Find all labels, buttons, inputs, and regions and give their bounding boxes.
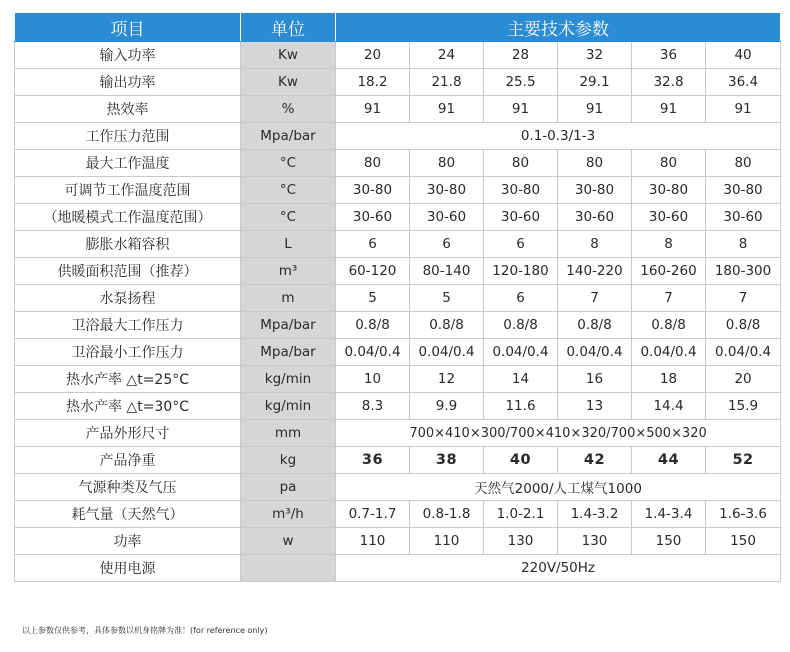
value-cell: 0.7-1.7 [336,501,410,528]
value-cell: 91 [558,96,632,123]
row-unit: Kw [241,69,336,96]
value-cell: 91 [632,96,706,123]
value-cell: 0.8/8 [336,312,410,339]
footnote: 以上参数仅供参考，具体参数以机身铭牌为准！(for reference only) [22,626,268,635]
row-unit: Mpa/bar [241,312,336,339]
value-cell: 150 [632,528,706,555]
table-row [15,393,781,420]
table-row [15,96,781,123]
value-cell: 8 [558,231,632,258]
row-label: 水泵扬程 [15,285,241,312]
value-cell: 0.04/0.4 [410,339,484,366]
value-cell: 30-60 [558,204,632,231]
row-label: 热水产率 △t=30°C [15,393,241,420]
row-label: 输出功率 [15,69,241,96]
table-row [15,123,781,150]
value-cell: 80 [484,150,558,177]
row-label: 卫浴最大工作压力 [15,312,241,339]
value-cell: 6 [484,285,558,312]
value-cell: 0.04/0.4 [706,339,781,366]
row-label: 使用电源 [15,555,241,582]
value-cell: 40 [706,42,781,69]
table-row [15,258,781,285]
value-cell: 140-220 [558,258,632,285]
row-label: 热效率 [15,96,241,123]
value-cell: 30-60 [484,204,558,231]
table-row [15,285,781,312]
row-unit: Mpa/bar [241,123,336,150]
table-row [15,204,781,231]
value-cell: 30-60 [706,204,781,231]
row-unit: mm [241,420,336,447]
row-label: 卫浴最小工作压力 [15,339,241,366]
value-cell: 80 [706,150,781,177]
value-cell: 60-120 [336,258,410,285]
value-cell: 1.4-3.4 [632,501,706,528]
row-unit: °C [241,150,336,177]
value-cell: 80 [336,150,410,177]
value-cell: 36 [336,447,410,474]
value-cell: 30-80 [484,177,558,204]
row-unit: kg/min [241,366,336,393]
value-cell: 110 [410,528,484,555]
value-cell: 36.4 [706,69,781,96]
value-cell: 30-80 [558,177,632,204]
value-cell: 160-260 [632,258,706,285]
value-cell: 6 [484,231,558,258]
table-row [15,366,781,393]
table-row [15,528,781,555]
header-item: 项目 [15,13,241,42]
value-cell: 80-140 [410,258,484,285]
row-label: 输入功率 [15,42,241,69]
value-cell: 12 [410,366,484,393]
table-row [15,42,781,69]
value-cell: 5 [336,285,410,312]
header-params: 主要技术参数 [336,13,781,42]
row-unit: °C [241,204,336,231]
value-cell: 21.8 [410,69,484,96]
value-cell: 13 [558,393,632,420]
value-cell: 150 [706,528,781,555]
value-cell: 80 [410,150,484,177]
value-cell: 0.04/0.4 [632,339,706,366]
value-cell: 120-180 [484,258,558,285]
row-unit: kg/min [241,393,336,420]
value-cell: 7 [632,285,706,312]
value-cell: 91 [706,96,781,123]
value-cell: 1.4-3.2 [558,501,632,528]
row-unit: L [241,231,336,258]
value-cell: 20 [706,366,781,393]
value-cell: 1.0-2.1 [484,501,558,528]
value-cell: 42 [558,447,632,474]
table-row [15,420,781,447]
value-cell: 52 [706,447,781,474]
value-cell: 10 [336,366,410,393]
value-cell: 30-80 [336,177,410,204]
table-header-row [15,13,781,42]
row-unit: Mpa/bar [241,339,336,366]
row-label: 功率 [15,528,241,555]
value-cell: 40 [484,447,558,474]
value-cell: 30-60 [632,204,706,231]
value-cell: 91 [410,96,484,123]
value-cell: 30-60 [336,204,410,231]
row-unit: % [241,96,336,123]
value-cell: 7 [706,285,781,312]
row-label: 最大工作温度 [15,150,241,177]
value-cell: 30-80 [410,177,484,204]
row-unit: m³/h [241,501,336,528]
table-row [15,69,781,96]
value-cell: 8 [632,231,706,258]
value-cell: 44 [632,447,706,474]
value-cell: 36 [632,42,706,69]
value-cell: 0.04/0.4 [558,339,632,366]
value-cell: 5 [410,285,484,312]
table-row [15,339,781,366]
row-unit [241,555,336,582]
row-unit: m [241,285,336,312]
merged-value-cell: 220V/50Hz [336,555,781,582]
row-label: 耗气量（天然气） [15,501,241,528]
merged-value-cell: 天然气2000/人工煤气1000 [336,474,781,501]
value-cell: 14 [484,366,558,393]
value-cell: 180-300 [706,258,781,285]
row-label: 工作压力范围 [15,123,241,150]
spec-table [14,12,781,582]
header-unit: 单位 [241,13,336,42]
value-cell: 0.8/8 [632,312,706,339]
row-label: 产品外形尺寸 [15,420,241,447]
value-cell: 0.04/0.4 [336,339,410,366]
value-cell: 32.8 [632,69,706,96]
row-unit: m³ [241,258,336,285]
value-cell: 9.9 [410,393,484,420]
value-cell: 28 [484,42,558,69]
table-row [15,501,781,528]
row-label: （地暖模式工作温度范围） [15,204,241,231]
table-row [15,312,781,339]
value-cell: 80 [632,150,706,177]
value-cell: 14.4 [632,393,706,420]
value-cell: 91 [336,96,410,123]
value-cell: 0.8/8 [410,312,484,339]
row-label: 供暖面积范围（推荐） [15,258,241,285]
value-cell: 8 [706,231,781,258]
merged-value-cell: 0.1-0.3/1-3 [336,123,781,150]
value-cell: 130 [484,528,558,555]
value-cell: 38 [410,447,484,474]
row-label: 产品净重 [15,447,241,474]
row-label: 气源种类及气压 [15,474,241,501]
value-cell: 0.8-1.8 [410,501,484,528]
value-cell: 0.04/0.4 [484,339,558,366]
table-row [15,177,781,204]
row-unit: Kw [241,42,336,69]
row-label: 膨胀水箱容积 [15,231,241,258]
value-cell: 91 [484,96,558,123]
value-cell: 18 [632,366,706,393]
table-row [15,150,781,177]
value-cell: 130 [558,528,632,555]
value-cell: 30-80 [632,177,706,204]
row-unit: pa [241,474,336,501]
row-unit: w [241,528,336,555]
value-cell: 30-80 [706,177,781,204]
table-row [15,231,781,258]
row-unit: kg [241,447,336,474]
value-cell: 18.2 [336,69,410,96]
value-cell: 20 [336,42,410,69]
value-cell: 30-60 [410,204,484,231]
table-row [15,447,781,474]
value-cell: 0.8/8 [558,312,632,339]
value-cell: 0.8/8 [484,312,558,339]
value-cell: 7 [558,285,632,312]
value-cell: 1.6-3.6 [706,501,781,528]
value-cell: 24 [410,42,484,69]
row-unit: °C [241,177,336,204]
table-row [15,474,781,501]
value-cell: 15.9 [706,393,781,420]
value-cell: 6 [336,231,410,258]
row-label: 热水产率 △t=25°C [15,366,241,393]
value-cell: 80 [558,150,632,177]
table-row [15,555,781,582]
value-cell: 6 [410,231,484,258]
value-cell: 11.6 [484,393,558,420]
value-cell: 16 [558,366,632,393]
value-cell: 110 [336,528,410,555]
value-cell: 32 [558,42,632,69]
value-cell: 8.3 [336,393,410,420]
merged-value-cell: 700×410×300/700×410×320/700×500×320 [336,420,781,447]
row-label: 可调节工作温度范围 [15,177,241,204]
value-cell: 0.8/8 [706,312,781,339]
value-cell: 25.5 [484,69,558,96]
value-cell: 29.1 [558,69,632,96]
